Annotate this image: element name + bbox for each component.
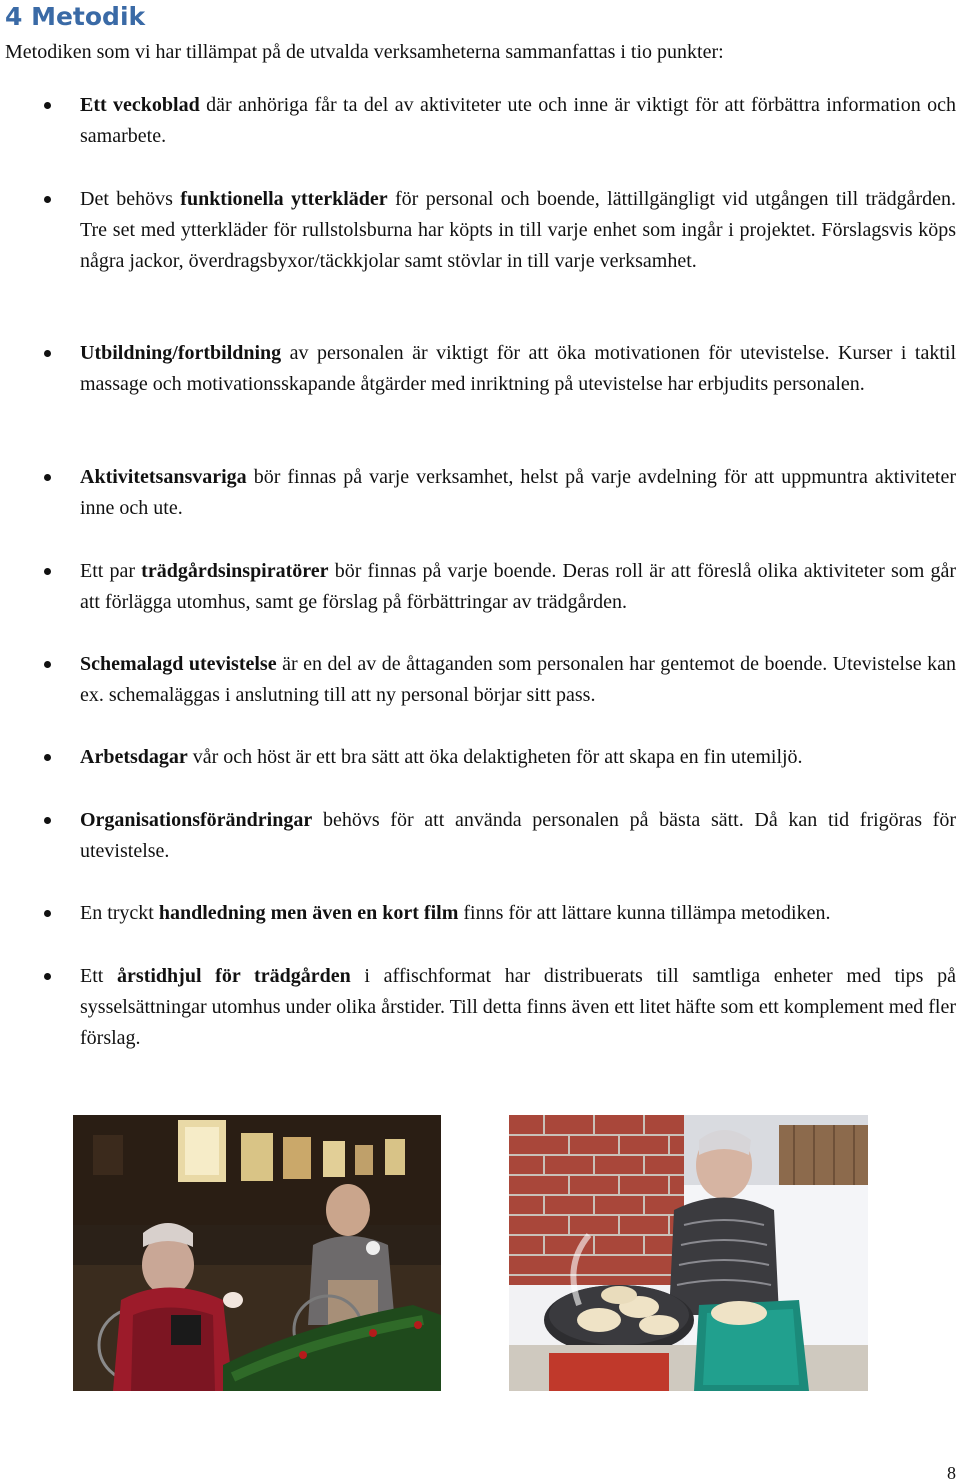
list-item-seasonal-wheel: Ett årstidhjul för trädgården i affischformat har distribuerats till samtliga enheter med tips på sysselsättningar utomhus under olika årstider. Till detta finns även ett litet häfte som ett komplement med fler förslag. [80, 961, 956, 1054]
list-item-outerwear: Det behövs funktionella ytterkläder för personal och boende, lättillgängligt vid utgången till trädgården. Tre set med ytterkläder för rullstolsburna har köpts in till varje enhet som ingår i projektet. Förslagsvis köps några jackor, överdragsbyxor/täckkjolar samt stövlar in till varje verksamhet. [80, 184, 956, 277]
bullet-icon [44, 350, 51, 357]
bullet-icon [44, 817, 51, 824]
page-number: 8 [947, 1463, 956, 1483]
photo-outdoor-cooking [509, 1115, 868, 1391]
photo-outdoor-cooking-image [509, 1115, 868, 1391]
bullet-icon [44, 474, 51, 481]
list-item-training: Utbildning/fortbildning av personalen är viktigt för att öka motivationen för utevistelse. Kurser i taktil massage och motivationsskapande åtgärder med inriktning på utevistelse har erbjudits personalen. [80, 338, 956, 400]
bullet-icon [44, 661, 51, 668]
section-intro: Metodiken som vi har tillämpat på de utvalda verksamheterna sammanfattas i tio punkter: [5, 41, 724, 63]
list-item-scheduled-outdoor-time: Schemalagd utevistelse är en del av de åttaganden som personalen har gentemot de boende. Utevistelse kan ex. schemaläggas i anslutning till att ny personal börjar sitt pass. [80, 649, 956, 711]
list-item-garden-inspirers: Ett par trädgårdsinspiratörer bör finnas på varje boende. Deras roll är att föreslå olika aktiviteter som går att förlägga utomhus, samt ge förslag på förbättringar av trädgården. [80, 556, 956, 618]
list-item-work-days: Arbetsdagar vår och höst är ett bra sätt att öka delaktigheten för att skapa en fin utemiljö. [80, 742, 956, 773]
bullet-icon [44, 568, 51, 575]
bullet-icon [44, 196, 51, 203]
section-heading: 4 Metodik [5, 2, 146, 31]
photo-evening-outdoor [73, 1115, 441, 1391]
list-item-weekly-newsletter: Ett veckoblad där anhöriga får ta del av aktiviteter ute och inne är viktigt för att förbättra information och samarbete. [80, 90, 956, 152]
bullet-icon [44, 973, 51, 980]
list-item-activity-leads: Aktivitetsansvariga bör finnas på varje verksamhet, helst på varje avdelning för att uppmuntra aktiviteter inne och ute. [80, 462, 956, 524]
bullet-icon [44, 102, 51, 109]
bullet-icon [44, 754, 51, 761]
list-item-organisational-changes: Organisationsförändringar behövs för att använda personalen på bästa sätt. Då kan tid frigöras för utevistelse. [80, 805, 956, 867]
bullet-icon [44, 910, 51, 917]
list-item-guide-and-film: En tryckt handledning men även en kort film finns för att lättare kunna tillämpa metodiken. [80, 898, 956, 929]
photo-evening-outdoor-image [73, 1115, 441, 1391]
